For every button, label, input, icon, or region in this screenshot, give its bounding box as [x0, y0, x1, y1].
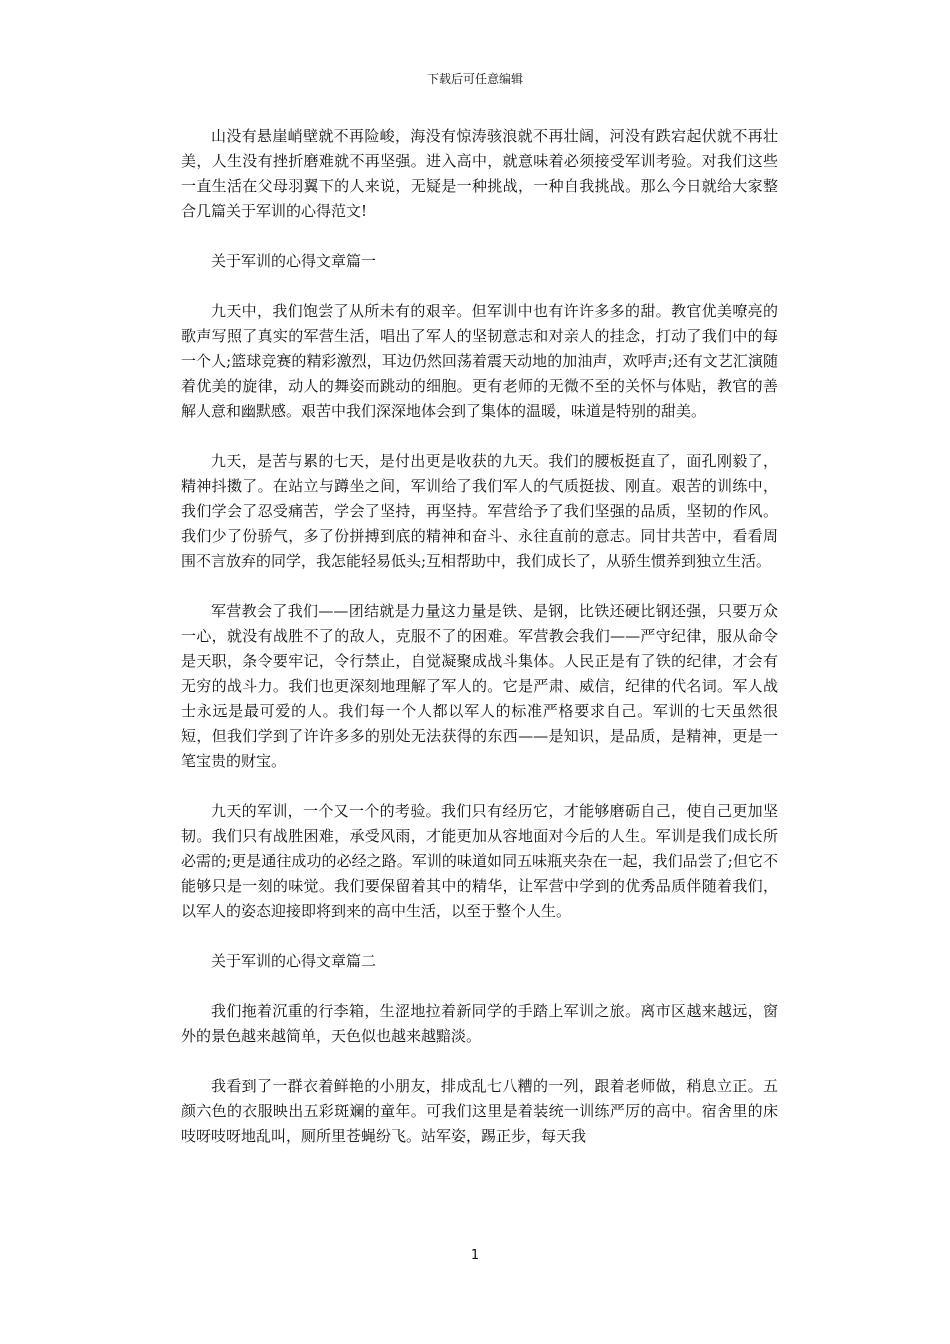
- paragraph: 军营教会了我们——团结就是力量这力量是铁、是钢，比铁还硬比钢还强，只要万众一心，就没有战胜不了的敌人，克服不了的困难。军营教会我们——严守纪律，服从命令是天职，条令要牢记，令行禁止，自觉凝聚成战斗集体。人民正是有了铁的纪律，才会有无穷的战斗力。我们也更深刻地理解了军人的。它是严肃、威信，纪律的代名词。军人战士永远是最可爱的人。我们每一个人都以军人的标准严格要求自己。军训的七天虽然很短，但我们学到了许许多多的别处无法获得的东西——是知识，是品质，是精神，更是一笔宝贵的财宝。: [181, 602, 778, 770]
- intro-paragraph: 山没有悬崖峭壁就不再险峻，海没有惊涛骇浪就不再壮阔，河没有跌宕起伏就不再壮美，人生没有挫折磨难就不再坚强。进入高中，就意味着必须接受军训考验。对我们这些一直生活在父母羽翼下的人来说，无疑是一种挑战，一种自我挑战。那么今日就给大家整合几篇关于军训的心得范文!: [181, 127, 778, 220]
- paragraph: 九天的军训，一个又一个的考验。我们只有经历它，才能够磨砺自己，使自己更加坚韧。我们只有战胜困难，承受风雨，才能更加从容地面对今后的人生。军训是我们成长所必需的;更是通往成功的必经之路。军训的味道如同五味瓶夹杂在一起，我们品尝了;但它不能够只是一刻的味觉。我们要保留着其中的精华，让军营中学到的优秀品质伴随着我们，以军人的姿态迎接即将到来的高中生活，以至于整个人生。: [181, 802, 778, 920]
- page-number: 1: [470, 1248, 480, 1263]
- section-title-1: 关于军训的心得文章篇一: [211, 252, 377, 270]
- document-body: [181, 124, 778, 1174]
- paragraph: 我看到了一群衣着鲜艳的小朋友，排成乱七八糟的一列，跟着老师做，稍息立正。五颜六色的衣服映出五彩斑斓的童年。可我们这里是着装统一训练严厉的高中。宿舍里的床吱呀吱呀地乱叫，厕所里苍蝇纷飞。站军姿，踢正步，每天我: [181, 1077, 778, 1145]
- paragraph: 九天，是苦与累的七天，是付出更是收获的九天。我们的腰板挺直了，面孔刚毅了，精神抖擞了。在站立与蹲坐之间，军训给了我们军人的气质挺拔、刚直。艰苦的训练中，我们学会了忍受痛苦，学会了坚持，再坚持。军营给予了我们坚强的品质，坚韧的作风。我们少了份骄气，多了份拼搏到底的精神和奋斗、永往直前的意志。同甘共苦中，看看周围不言放弃的同学，我怎能轻易低头;互相帮助中，我们成长了，从骄生惯养到独立生活。: [181, 452, 778, 570]
- section-title-2: 关于军训的心得文章篇二: [211, 952, 377, 970]
- paragraph: 我们拖着沉重的行李箱，生涩地拉着新同学的手踏上军训之旅。离市区越来越远，窗外的景色越来越简单，天色似也越来越黯淡。: [181, 1002, 778, 1045]
- page-header: 下载后可任意编辑: [426, 72, 523, 86]
- paragraph: 九天中，我们饱尝了从所未有的艰辛。但军训中也有许许多多的甜。教官优美嘹亮的歌声写照了真实的军营生活，唱出了军人的坚韧意志和对亲人的挂念，打动了我们中的每一个人;篮球竞赛的精彩激烈，耳边仍然回荡着震天动地的加油声，欢呼声;还有文艺汇演随着优美的旋律，动人的舞姿而跳动的细胞。更有老师的无微不至的关怀与体贴，教官的善解人意和幽默感。艰苦中我们深深地体会到了集体的温暖，味道是特别的甜美。: [181, 302, 778, 420]
